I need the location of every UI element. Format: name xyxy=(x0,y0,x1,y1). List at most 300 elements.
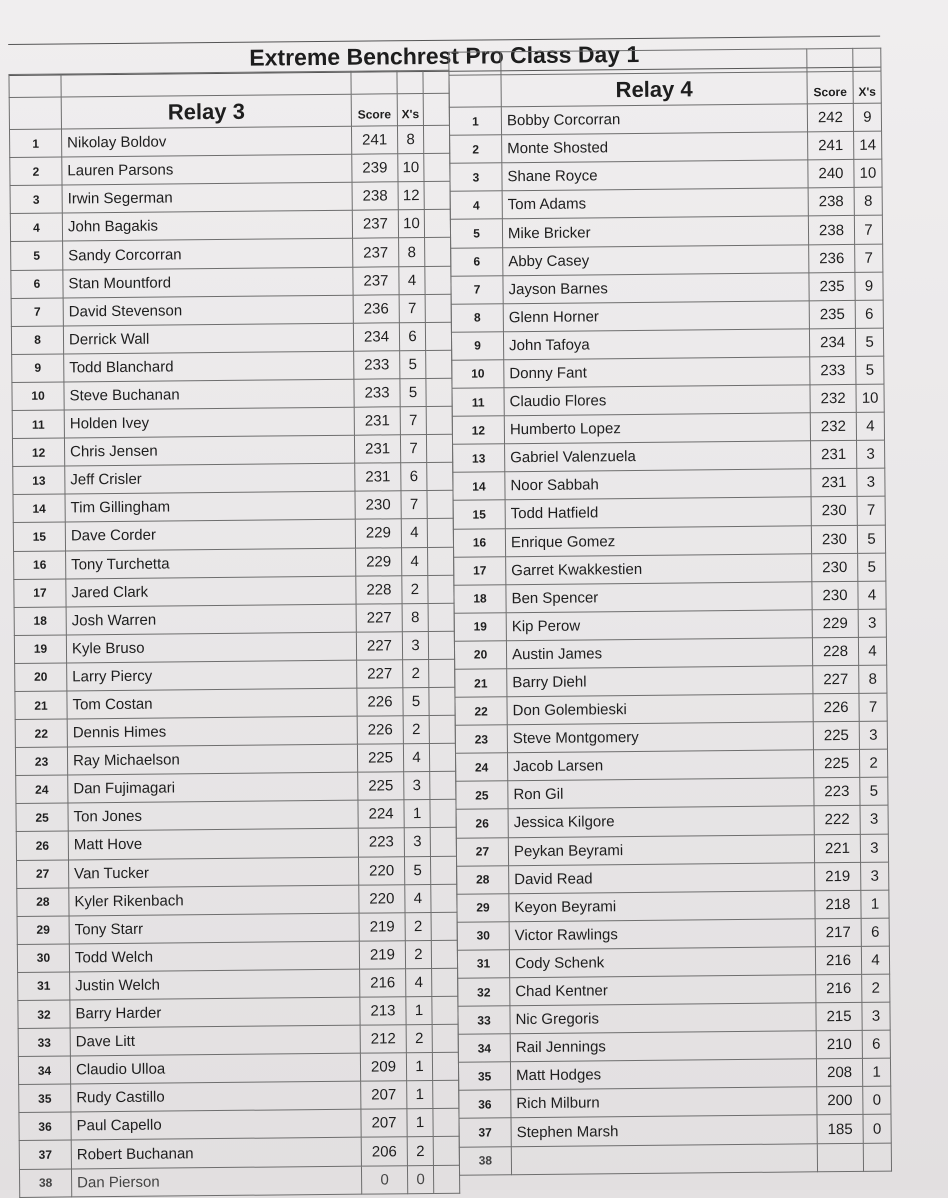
xs-cell: 5 xyxy=(403,687,429,715)
xs-cell: 4 xyxy=(405,884,431,912)
shooter-name-cell: Rail Jennings xyxy=(510,1031,816,1062)
table-row xyxy=(16,828,456,860)
rank-cell: 32 xyxy=(18,1000,70,1029)
score-cell: 230 xyxy=(355,491,401,520)
rank-cell: 5 xyxy=(450,219,502,248)
score-cell: 208 xyxy=(816,1059,862,1088)
shooter-name-cell: Abby Casey xyxy=(503,244,809,275)
shooter-name-cell: Ron Gil xyxy=(508,778,814,809)
xs-cell: 3 xyxy=(861,862,889,890)
rank-cell: 9 xyxy=(12,354,64,383)
blank-cell xyxy=(433,1109,459,1137)
xs-cell: 0 xyxy=(407,1165,433,1193)
blank-cell xyxy=(429,687,455,715)
table-row xyxy=(454,637,886,669)
score-cell: 225 xyxy=(813,722,859,751)
rank-cell: 26 xyxy=(16,831,68,860)
relay-4-section xyxy=(448,18,891,1176)
shooter-name-cell: Austin James xyxy=(506,638,812,669)
blank-cell xyxy=(428,547,454,575)
xs-cell: 8 xyxy=(859,665,887,693)
relay-4-rows xyxy=(449,103,891,1175)
shooter-name-cell: Bobby Corcorran xyxy=(501,104,807,135)
xs-cell: 1 xyxy=(407,1109,433,1137)
table-row xyxy=(14,547,454,579)
rank-cell: 4 xyxy=(10,213,62,242)
shooter-name-cell: Monte Shosted xyxy=(502,132,808,163)
table-row xyxy=(18,1052,458,1084)
xs-cell: 3 xyxy=(859,721,887,749)
score-cell: 229 xyxy=(812,609,858,638)
score-cell: 213 xyxy=(360,997,406,1026)
xs-cell: 10 xyxy=(398,210,424,238)
score-cell: 240 xyxy=(808,160,854,189)
rank-cell: 11 xyxy=(452,388,504,417)
score-cell: 216 xyxy=(816,974,862,1003)
score-cell: 223 xyxy=(814,778,860,807)
table-row xyxy=(450,131,882,163)
shooter-name-cell: Gabriel Valenzuela xyxy=(505,441,811,472)
xs-cell: 7 xyxy=(857,497,885,525)
relay-3-heading: Relay 3 xyxy=(61,94,351,129)
rank-cell: 25 xyxy=(16,803,68,832)
xs-cell: 4 xyxy=(856,412,884,440)
xs-cell: 8 xyxy=(402,603,428,631)
table-row xyxy=(454,609,886,641)
rank-cell: 13 xyxy=(453,444,505,473)
score-cell: 232 xyxy=(810,384,856,413)
rank-cell: 16 xyxy=(453,528,505,557)
rank-cell: 6 xyxy=(11,270,63,299)
shooter-name-cell: Nikolay Boldov xyxy=(61,126,351,157)
xs-cell: 5 xyxy=(400,350,426,378)
score-cell: 227 xyxy=(813,665,859,694)
rank-cell: 17 xyxy=(14,579,66,608)
score-cell: 206 xyxy=(361,1137,407,1166)
table-row xyxy=(458,1002,890,1034)
blank-cell xyxy=(430,771,456,799)
shooter-name-cell: Ray Michaelson xyxy=(67,744,357,775)
table-row xyxy=(449,103,881,135)
score-cell: 237 xyxy=(353,238,399,267)
rank-cell: 27 xyxy=(17,859,69,888)
xs-cell: 5 xyxy=(855,328,883,356)
shooter-name-cell: Dennis Himes xyxy=(67,716,357,747)
xs-cell: 4 xyxy=(401,519,427,547)
blank-cell xyxy=(431,912,457,940)
blank-cell xyxy=(431,884,457,912)
rank-cell: 5 xyxy=(11,241,63,270)
shooter-name-cell: Barry Harder xyxy=(70,997,360,1028)
blank-cell xyxy=(428,575,454,603)
xs-cell: 14 xyxy=(854,131,882,159)
blank-cell xyxy=(425,238,451,266)
xs-cell: 4 xyxy=(399,266,425,294)
shooter-name-cell: Van Tucker xyxy=(69,857,359,888)
xs-cell: 5 xyxy=(856,356,884,384)
shooter-name-cell: Josh Warren xyxy=(66,604,356,635)
xs-cell: 3 xyxy=(860,834,888,862)
shooter-name-cell: Todd Welch xyxy=(69,941,359,972)
table-row xyxy=(452,384,884,416)
shooter-name-cell: Matt Hove xyxy=(68,829,358,860)
score-cell: 228 xyxy=(812,637,858,666)
xs-cell: 4 xyxy=(406,968,432,996)
relay-4-heading: Relay 4 xyxy=(501,72,807,107)
table-row xyxy=(18,968,458,1000)
xs-cell: 10 xyxy=(856,384,884,412)
xs-cell: 7 xyxy=(399,294,425,322)
table-row xyxy=(16,771,456,803)
table-row xyxy=(450,187,882,219)
xs-cell: 12 xyxy=(398,182,424,210)
score-cell: 185 xyxy=(817,1115,863,1144)
rank-cell: 38 xyxy=(19,1169,71,1198)
shooter-name-cell: Steve Buchanan xyxy=(64,379,354,410)
score-cell: 233 xyxy=(354,351,400,380)
blank-cell xyxy=(426,406,452,434)
shooter-name-cell: Donny Fant xyxy=(504,357,810,388)
score-cell: 241 xyxy=(808,132,854,161)
shooter-name-cell: Matt Hodges xyxy=(510,1059,816,1090)
xs-cell: 5 xyxy=(857,525,885,553)
shooter-name-cell: Jayson Barnes xyxy=(503,272,809,303)
blank-cell xyxy=(424,182,450,210)
blank-cell xyxy=(430,856,456,884)
blank-cell xyxy=(424,210,450,238)
rank-cell: 6 xyxy=(451,247,503,276)
rank-cell: 16 xyxy=(14,550,66,579)
xs-cell: 3 xyxy=(857,468,885,496)
relay-3-score-header: Score xyxy=(351,94,397,127)
rank-cell: 37 xyxy=(19,1140,71,1169)
rank-cell: 26 xyxy=(456,809,508,838)
table-row xyxy=(14,575,454,607)
score-cell: 228 xyxy=(356,575,402,604)
rank-cell: 31 xyxy=(18,972,70,1001)
table-row xyxy=(457,862,889,894)
xs-cell: 2 xyxy=(859,749,887,777)
table-row xyxy=(458,974,890,1006)
table-row xyxy=(454,581,886,613)
table-row xyxy=(10,153,450,185)
table-row xyxy=(458,1030,890,1062)
score-cell: 234 xyxy=(353,323,399,352)
rank-cell: 17 xyxy=(454,556,506,585)
shooter-name-cell: Larry Piercy xyxy=(67,660,357,691)
shooter-name-cell: Stephen Marsh xyxy=(511,1115,817,1146)
rank-cell: 9 xyxy=(451,332,503,361)
table-row xyxy=(13,491,453,523)
shooter-name-cell: Lauren Parsons xyxy=(62,154,352,185)
score-cell: 230 xyxy=(812,553,858,582)
score-cell: 219 xyxy=(815,862,861,891)
score-cell: 226 xyxy=(357,716,403,745)
table-row xyxy=(19,1081,459,1113)
blank-cell xyxy=(427,491,453,519)
table-row xyxy=(459,1143,891,1175)
score-cell: 217 xyxy=(815,918,861,947)
table-row xyxy=(9,125,449,157)
score-cell: 231 xyxy=(354,407,400,436)
rank-cell: 8 xyxy=(11,326,63,355)
rank-cell: 10 xyxy=(12,382,64,411)
rank-cell: 3 xyxy=(10,185,62,214)
xs-cell: 7 xyxy=(855,244,883,272)
rank-cell: 1 xyxy=(9,129,61,158)
rank-cell: 29 xyxy=(17,916,69,945)
score-cell: 226 xyxy=(357,688,403,717)
shooter-name-cell: Don Golembieski xyxy=(507,694,813,725)
xs-cell: 7 xyxy=(401,491,427,519)
xs-cell: 1 xyxy=(404,800,430,828)
blank-cell xyxy=(433,1081,459,1109)
score-cell: 227 xyxy=(356,632,402,661)
table-row xyxy=(10,210,450,242)
shooter-name-cell: David Stevenson xyxy=(63,295,353,326)
score-cell: 230 xyxy=(812,581,858,610)
xs-cell: 6 xyxy=(862,1030,890,1058)
shooter-name-cell: Peykan Beyrami xyxy=(508,834,814,865)
rank-cell: 30 xyxy=(457,922,509,951)
blank-cell xyxy=(426,350,452,378)
blank-cell xyxy=(423,125,449,153)
rank-cell: 15 xyxy=(13,522,65,551)
score-cell: 233 xyxy=(354,379,400,408)
score-cell: 231 xyxy=(354,435,400,464)
score-cell: 230 xyxy=(811,497,857,526)
xs-cell: 10 xyxy=(398,154,424,182)
shooter-name-cell: Glenn Horner xyxy=(503,301,809,332)
rank-cell: 22 xyxy=(455,697,507,726)
table-row xyxy=(12,406,452,438)
score-cell: 220 xyxy=(359,884,405,913)
shooter-name-cell: Tim Gillingham xyxy=(65,492,355,523)
rank-cell: 1 xyxy=(449,107,501,136)
blank-cell xyxy=(424,153,450,181)
table-row xyxy=(11,266,451,298)
xs-cell: 1 xyxy=(862,1058,890,1086)
results-table-frame xyxy=(8,18,899,1190)
table-row xyxy=(450,159,882,191)
rank-cell: 24 xyxy=(16,775,68,804)
xs-cell: 6 xyxy=(855,300,883,328)
score-cell: 231 xyxy=(355,463,401,492)
score-cell: 230 xyxy=(811,525,857,554)
table-row xyxy=(453,440,885,472)
blank-cell xyxy=(432,1024,458,1052)
blank-cell xyxy=(432,996,458,1024)
rank-cell: 4 xyxy=(450,191,502,220)
rank-cell: 33 xyxy=(18,1028,70,1057)
shooter-name-cell: Irwin Segerman xyxy=(62,182,352,213)
rank-cell: 34 xyxy=(458,1034,510,1063)
blank-cell xyxy=(429,659,455,687)
xs-cell: 7 xyxy=(859,693,887,721)
xs-cell: 1 xyxy=(406,1053,432,1081)
table-row xyxy=(19,1109,459,1141)
shooter-name-cell xyxy=(511,1143,817,1174)
xs-cell: 4 xyxy=(403,744,429,772)
shooter-name-cell: Jacob Larsen xyxy=(508,750,814,781)
score-cell: 225 xyxy=(357,744,403,773)
score-cell: 234 xyxy=(809,328,855,357)
score-cell: 219 xyxy=(359,912,405,941)
relay-4-score-header: Score xyxy=(807,71,853,104)
score-cell: 236 xyxy=(353,294,399,323)
shooter-name-cell: Jessica Kilgore xyxy=(508,806,814,837)
score-cell: 227 xyxy=(356,603,402,632)
xs-cell: 2 xyxy=(407,1137,433,1165)
relay-3-section xyxy=(8,22,459,1198)
blank-cell xyxy=(428,631,454,659)
blank-cell xyxy=(430,828,456,856)
relay-4-xs-header: X's xyxy=(853,71,881,103)
xs-cell: 0 xyxy=(863,1115,891,1143)
xs-cell: 7 xyxy=(400,407,426,435)
shooter-name-cell: Kyler Rikenbach xyxy=(69,885,359,916)
xs-cell: 4 xyxy=(402,547,428,575)
table-row xyxy=(452,356,884,388)
rank-cell: 2 xyxy=(450,135,502,164)
shooter-name-cell: Noor Sabbah xyxy=(505,469,811,500)
table-row xyxy=(19,1137,459,1169)
table-row xyxy=(453,468,885,500)
score-cell: 238 xyxy=(808,188,854,217)
xs-cell: 8 xyxy=(854,187,882,215)
xs-cell: 5 xyxy=(404,856,430,884)
xs-cell: 5 xyxy=(858,553,886,581)
rank-cell: 24 xyxy=(456,753,508,782)
shooter-name-cell: Sandy Corcorran xyxy=(63,239,353,270)
blank-cell xyxy=(426,434,452,462)
shooter-name-cell: John Tafoya xyxy=(503,329,809,360)
shooter-name-cell: Steve Montgomery xyxy=(507,722,813,753)
table-row xyxy=(456,806,888,838)
rank-cell: 29 xyxy=(457,893,509,922)
score-cell: 235 xyxy=(809,300,855,329)
shooter-name-cell: Kyle Bruso xyxy=(66,632,356,663)
rank-cell: 34 xyxy=(18,1056,70,1085)
xs-cell: 9 xyxy=(853,103,881,131)
shooter-name-cell: Derrick Wall xyxy=(63,323,353,354)
shooter-name-cell: Rudy Castillo xyxy=(71,1081,361,1112)
table-row xyxy=(13,519,453,551)
score-cell: 227 xyxy=(357,660,403,689)
rank-cell: 23 xyxy=(455,725,507,754)
xs-cell: 2 xyxy=(403,716,429,744)
rank-cell: 25 xyxy=(456,781,508,810)
shooter-name-cell: Jeff Crisler xyxy=(65,463,355,494)
shooter-name-cell: Todd Hatfield xyxy=(505,497,811,528)
blank-cell xyxy=(427,519,453,547)
rank-cell: 12 xyxy=(452,416,504,445)
shooter-name-cell: Robert Buchanan xyxy=(71,1138,361,1169)
table-row xyxy=(451,328,883,360)
xs-cell: 5 xyxy=(860,777,888,805)
blank-cell xyxy=(425,322,451,350)
xs-cell: 5 xyxy=(400,378,426,406)
score-cell: 231 xyxy=(811,469,857,498)
table-row xyxy=(453,525,885,557)
shooter-name-cell: Tony Starr xyxy=(69,913,359,944)
rank-cell: 7 xyxy=(11,298,63,327)
shooter-name-cell: Tom Costan xyxy=(67,688,357,719)
shooter-name-cell: Holden Ivey xyxy=(64,407,354,438)
table-row xyxy=(15,715,455,747)
blank-cell xyxy=(426,378,452,406)
shooter-name-cell: Cody Schenk xyxy=(509,947,815,978)
shooter-name-cell: Dan Fujimagari xyxy=(68,772,358,803)
shooter-name-cell: Ben Spencer xyxy=(506,581,812,612)
rank-cell: 35 xyxy=(19,1084,71,1113)
shooter-name-cell: Mike Bricker xyxy=(502,216,808,247)
rank-cell: 13 xyxy=(13,466,65,495)
xs-cell: 1 xyxy=(406,996,432,1024)
xs-cell: 2 xyxy=(405,912,431,940)
table-row xyxy=(11,238,451,270)
score-cell: 229 xyxy=(355,519,401,548)
xs-cell: 3 xyxy=(857,440,885,468)
xs-cell: 8 xyxy=(397,126,423,154)
score-cell: 212 xyxy=(360,1025,406,1054)
rank-cell: 27 xyxy=(456,837,508,866)
score-cell: 236 xyxy=(809,244,855,273)
xs-cell: 4 xyxy=(861,946,889,974)
rank-cell: 2 xyxy=(10,157,62,186)
score-cell: 239 xyxy=(352,154,398,183)
shooter-name-cell: Barry Diehl xyxy=(507,666,813,697)
rank-cell: 21 xyxy=(15,691,67,720)
score-cell: 220 xyxy=(358,856,404,885)
rank-cell: 11 xyxy=(12,410,64,439)
rank-cell: 14 xyxy=(13,494,65,523)
shooter-name-cell: Shane Royce xyxy=(502,160,808,191)
relay-3-rows xyxy=(9,125,459,1197)
score-cell: 200 xyxy=(817,1087,863,1116)
rank-cell: 36 xyxy=(459,1090,511,1119)
shooter-name-cell: Chris Jensen xyxy=(64,435,354,466)
table-row xyxy=(459,1086,891,1118)
table-row xyxy=(452,412,884,444)
table-row xyxy=(11,322,451,354)
blank-cell xyxy=(431,940,457,968)
rank-cell: 31 xyxy=(457,950,509,979)
blank-cell xyxy=(432,968,458,996)
score-cell: 223 xyxy=(358,828,404,857)
score-cell: 209 xyxy=(360,1053,406,1082)
rank-cell: 37 xyxy=(459,1118,511,1147)
xs-cell: 2 xyxy=(405,940,431,968)
rank-cell: 19 xyxy=(454,613,506,642)
score-cell: 215 xyxy=(816,1002,862,1031)
rank-cell: 18 xyxy=(454,584,506,613)
xs-cell: 4 xyxy=(858,581,886,609)
xs-cell: 3 xyxy=(858,609,886,637)
table-row xyxy=(14,603,454,635)
rank-cell: 18 xyxy=(14,607,66,636)
score-cell: 229 xyxy=(356,547,402,576)
shooter-name-cell: David Read xyxy=(509,862,815,893)
table-row xyxy=(453,497,885,529)
xs-cell: 7 xyxy=(854,216,882,244)
xs-cell: 2 xyxy=(862,974,890,1002)
score-cell: 207 xyxy=(361,1081,407,1110)
table-row xyxy=(17,912,457,944)
table-row xyxy=(12,350,452,382)
rank-cell: 3 xyxy=(450,163,502,192)
table-row xyxy=(18,1024,458,1056)
